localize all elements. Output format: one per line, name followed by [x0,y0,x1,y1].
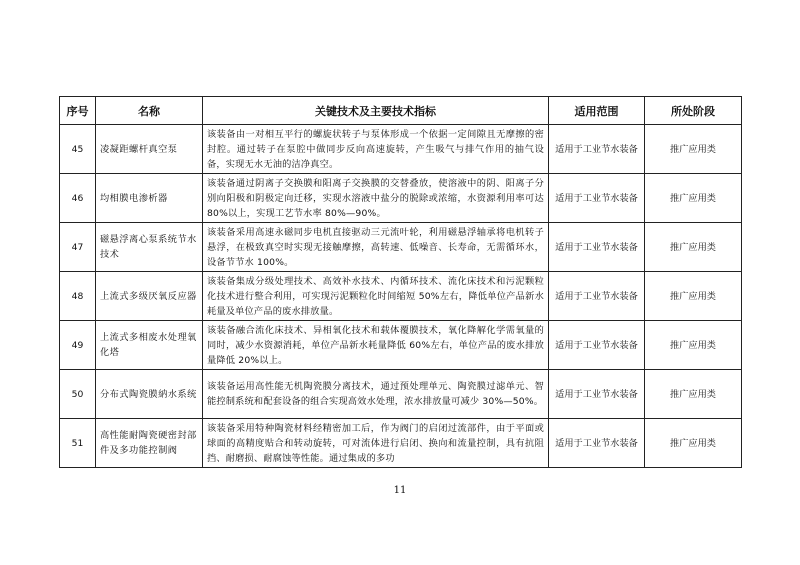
header-stage: 所处阶段 [645,97,742,125]
tech-description: 该装备运用高性能无机陶瓷膜分离技术，通过预处理单元、陶瓷膜过滤单元、智能控制系统和配套设备的组合实现高效水处理，浓水排放量可减少 30%—50%。 [207,381,544,407]
application-scope: 适用于工业节水装备 [549,223,645,272]
application-scope: 适用于工业节水装备 [549,370,645,419]
application-scope: 适用于工业节水装备 [549,272,645,321]
equipment-name: 磁悬浮离心泵系统节水技术 [96,223,203,272]
application-scope: 适用于工业节水装备 [549,174,645,223]
equipment-name: 分布式陶瓷膜納水系统 [96,370,203,419]
application-scope: 适用于工业节水装备 [549,419,645,468]
header-name: 名称 [96,97,203,125]
table-row [60,125,742,174]
table-row [60,321,742,370]
row-number: 45 [60,125,96,174]
table-row [60,370,742,419]
equipment-name: 凌凝距螺杆真空泵 [96,125,203,174]
row-number: 51 [60,419,96,468]
tech-description: 该装备采用特种陶瓷材料经精密加工后，作为阀门的启闭过流部件，由于平面或球面的高精度贴合和转动旋转，可对流体进行启闭、换向和流量控制，具有抗阻挡、耐磨损、耐腐蚀等性能。通过集成的多功 [207,422,544,464]
tech-description: 该装备融合流化床技术、异相氧化技术和载体覆膜技术，氧化降解化学需氧量的同时，减少水资源消耗，单位产品新水耗量降低 60%左右，单位产品的废水排放量降低 20%以上。 [207,324,544,366]
row-number: 47 [60,223,96,272]
tech-description: 该装备采用高速永磁同步电机直接驱动三元流叶轮，利用磁悬浮轴承将电机转子悬浮，在极致真空时实现无接触摩擦，高转速、低噪音、长寿命，无需循环水，设备节节水 100%。 [207,226,544,268]
tech-description: 该装备由一对相互平行的螺旋状转子与泵体形成一个依据一定间隙且无摩擦的密封腔。通过转子在泵腔中做同步反向高速旋转，产生吸气与排气作用的抽气设备，实现无水无油的洁净真空。 [207,128,544,170]
application-scope: 适用于工业节水装备 [549,321,645,370]
stage: 推广应用类 [645,125,742,174]
equipment-name: 上流式多相废水处理氧化塔 [96,321,203,370]
stage: 推广应用类 [645,174,742,223]
row-number: 46 [60,174,96,223]
equipment-name: 高性能耐陶瓷硬密封部件及多功能控制阀 [96,419,203,468]
table-row [60,419,742,468]
table-row [60,272,742,321]
tech-description: 该装备集成分级处理技术、高效补水技术、内循环技术、流化床技术和污泥颗粒化技术进行整合利用，可实现污泥颗粒化时间缩短 50%左右，降低单位产品新水耗量及单位产品的废水排放量。 [207,275,544,317]
row-number: 49 [60,321,96,370]
stage: 推广应用类 [645,321,742,370]
header-no: 序号 [60,97,96,125]
header-tech: 关键技术及主要技术指标 [203,97,549,125]
stage: 推广应用类 [645,272,742,321]
stage: 推广应用类 [645,223,742,272]
header-scope: 适用范围 [549,97,645,125]
equipment-name: 均相膜电渗析器 [96,174,203,223]
row-number: 50 [60,370,96,419]
row-number: 48 [60,272,96,321]
page-number: 11 [393,485,407,496]
technology-table [59,96,742,468]
stage: 推广应用类 [645,419,742,468]
stage: 推广应用类 [645,370,742,419]
tech-description: 该装备通过阴离子交换膜和阳离子交换膜的交替叠放，使溶液中的阴、阳离子分别向阳极和阴极定向迁移，实现水溶液中盐分的脱除或浓缩，水资源利用率可达 80%以上，实现工艺节水率 80%—90%。 [207,177,544,219]
table-row [60,223,742,272]
equipment-name: 上流式多级厌氧反应器 [96,272,203,321]
application-scope: 适用于工业节水装备 [549,125,645,174]
table-row [60,174,742,223]
table-header-row [60,97,742,125]
